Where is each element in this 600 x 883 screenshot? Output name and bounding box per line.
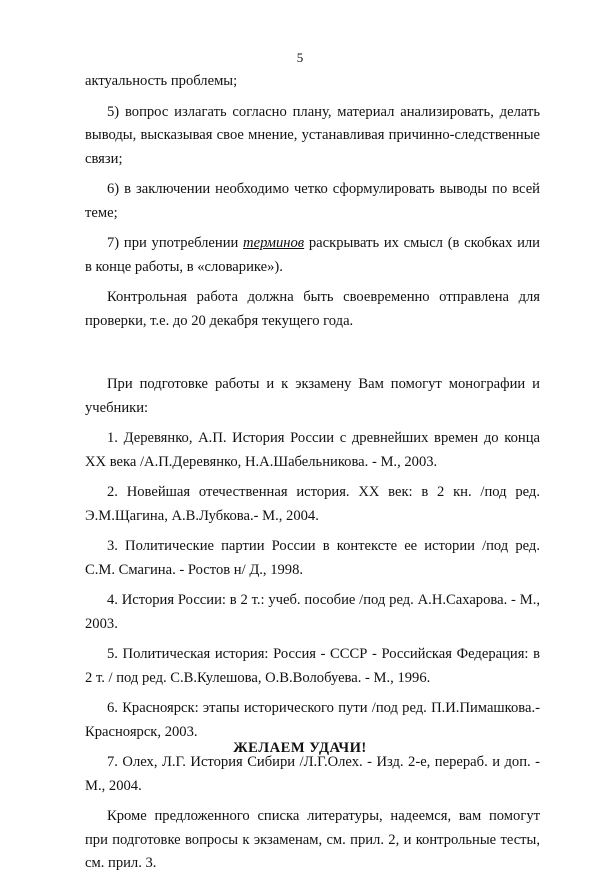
closing-wish: ЖЕЛАЕМ УДАЧИ! [233, 740, 367, 756]
reference-item-4: 4. История России: в 2 т.: учеб. пособие /под ред. А.Н.Сахарова. - М., 2003. [85, 592, 540, 632]
reference-item-3: 3. Политические партии России в контексте ее истории /под ред. С.М. Смагина. - Ростов н/ Д., 1998. [85, 538, 540, 578]
page-number: 5 [296, 50, 304, 65]
instruction-item-5: 5) вопрос излагать согласно плану, материал анализировать, делать выводы, высказывая свое мнение, устанавливая причинно-следственные связи; [85, 103, 540, 167]
outro-paragraph: Кроме предложенного списка литературы, надеемся, вам помогут при подготовке вопросы к экзаменам, см. прил. 2, и контрольные тесты, см. прил. 3. [85, 808, 540, 871]
instruction-item-7 [85, 232, 540, 279]
instruction-item-7-before: 7) при употреблении [107, 235, 244, 251]
deadline-paragraph: Контрольная работа должна быть своевременно отправлена для проверки, т.е. до 20 декабря текущего года. [85, 289, 540, 329]
instruction-item-7-after: раскрывать их смысл (в скобках или в конце работы, в «словарике»). [85, 235, 540, 275]
section-spacer [85, 340, 540, 373]
reference-item-1: 1. Деревянко, А.П. История России с древнейших времен до конца XX века /А.П.Деревянко, Н.А.Шабельникова. - М., 2003. [85, 430, 540, 470]
references-intro: При подготовке работы и к экзамену Вам помогут монографии и учебники: [85, 376, 540, 416]
reference-item-6: 6. Красноярск: этапы исторического пути /под ред. П.И.Пимашкова.- Красноярск, 2003. [85, 700, 540, 740]
term-emphasis: терминов [243, 235, 305, 251]
reference-item-7: 7. Олех, Л.Г. История Сибири /Л.Г.Олех. - Изд. 2-е, перераб. и доп. - М., 2004. [85, 754, 540, 794]
reference-item-5: 5. Политическая история: Россия - СССР - Российская Федерация: в 2 т. / под ред. С.В.Кулешова, О.В.Волобуева. - М., 1996. [85, 646, 540, 686]
reference-item-2: 2. Новейшая отечественная история. XX век: в 2 кн. /под ред. Э.М.Щагина, А.В.Лубкова.- М., 2004. [85, 484, 540, 524]
body-text [85, 70, 540, 883]
continuation-line: актуальность проблемы; [85, 73, 238, 89]
instruction-item-6: 6) в заключении необходимо четко сформулировать выводы по всей теме; [85, 181, 540, 221]
